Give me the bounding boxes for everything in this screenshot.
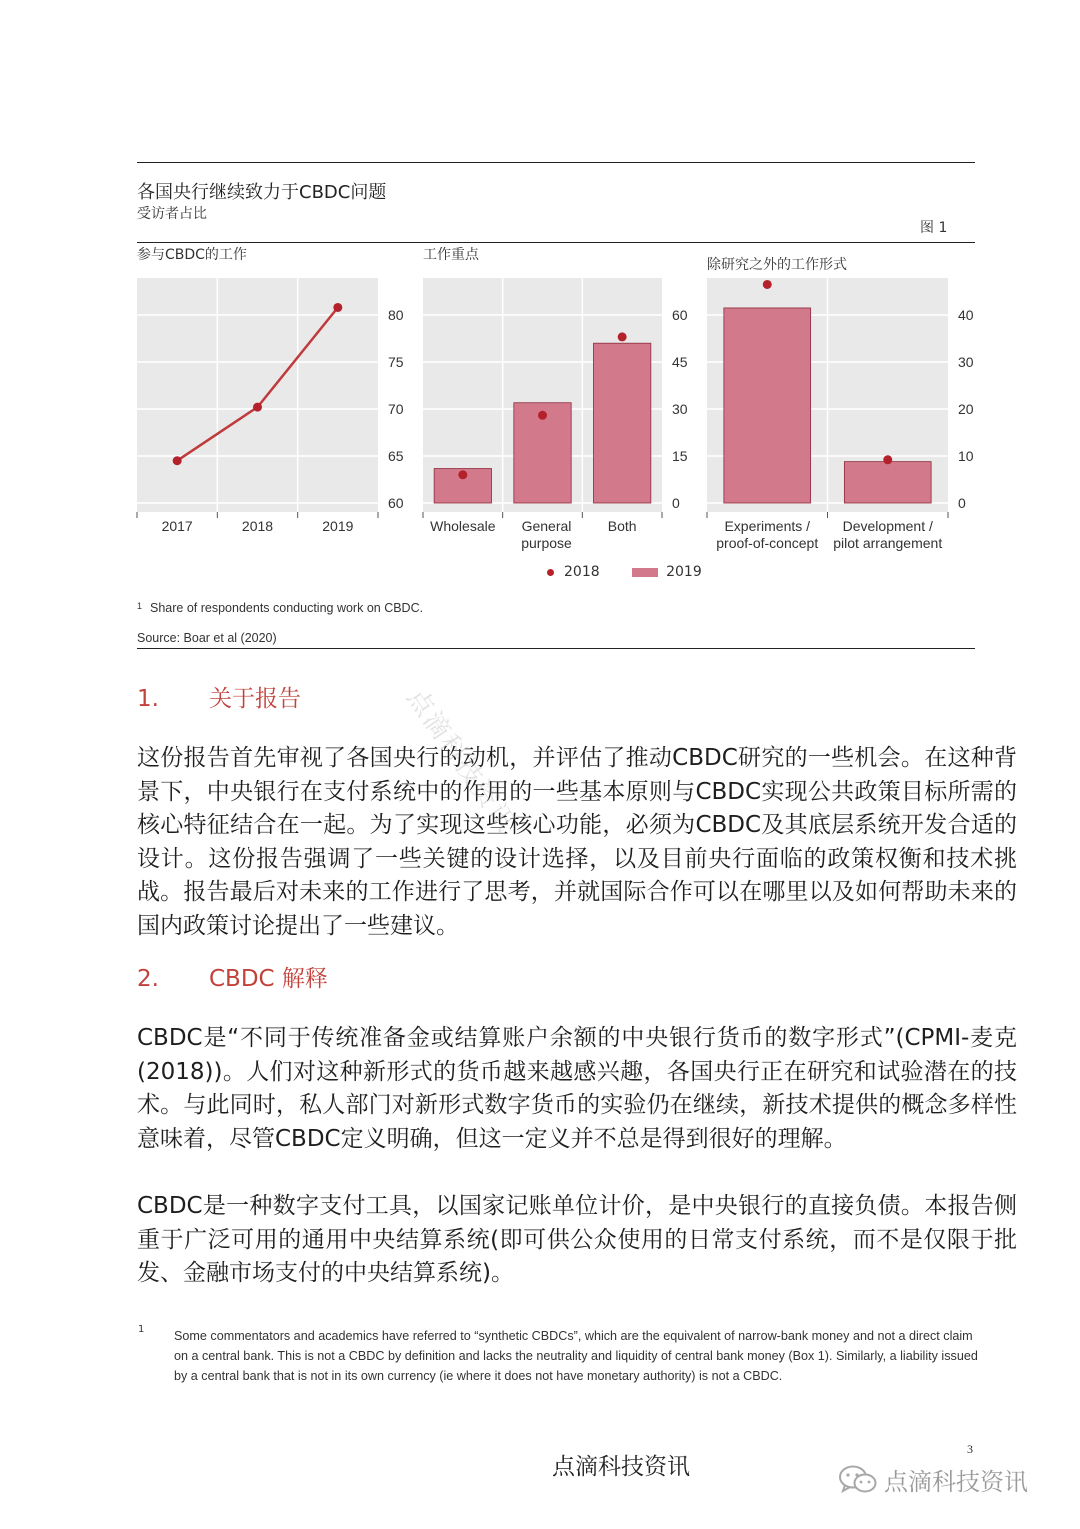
panel-3-ytick-label: 10 [958, 448, 974, 464]
panel-1-ytick-label: 60 [388, 495, 404, 511]
legend-dot-label: 2018 [564, 564, 600, 580]
figure-footnote-mark: 1 [137, 601, 143, 611]
legend-bar-label: 2019 [666, 564, 702, 580]
line-point-2017 [173, 456, 182, 465]
legend-dot-icon [547, 569, 554, 576]
panel-1-ytick-label: 70 [388, 401, 404, 417]
figure-footnote [137, 601, 423, 615]
legend [547, 564, 702, 580]
dot-2018-2-1 [458, 470, 467, 479]
bar-2019-2-3 [593, 343, 650, 503]
panel-title-2: 工作重点 [423, 247, 479, 263]
legend-bar-icon [632, 568, 658, 577]
dot-2018-2-3 [618, 332, 627, 341]
section-title-2: CBDC 解释 [209, 966, 328, 992]
figure-source: Source: Boar et al (2020) [137, 631, 277, 645]
figure-subtitle: 受访者占比 [137, 206, 207, 222]
panel-2-ytick-label: 0 [672, 495, 680, 511]
panel-1-ytick-label: 75 [388, 354, 404, 370]
line-point-2018 [253, 403, 262, 412]
panel-2-ytick-label: 30 [672, 401, 688, 417]
wechat-watermark [838, 1462, 1028, 1497]
panel-2-ytick-label: 45 [672, 354, 688, 370]
section-1-paragraph-1: 这份报告首先审视了各国央行的动机，并评估了推动CBDC研究的一些机会。在这种背景下，中央银行在支付系统中的作用的一些基本原则与CBDC实现公共政策目标所需的核心特征结合在一起。为了实现这些核心功能，必须为CBDC及其底层系统开发合适的设计。这份报告强调了一些关键的设计选择，以及目前央行面临的政策权衡和技术挑战。报告最后对未来的工作进行了思考，并就国际合作可以在哪里以及如何帮助未来的国内政策讨论提出了一些建议。 [137, 745, 1017, 939]
section-2-paragraph-1: CBDC是“不同于传统准备金或结算账户余额的中央银行货币的数字形式”(CPMI-麦克(2018))。人们对这种新形式的货币越来越感兴趣，各国央行正在研究和试验潜在的技术。与此同时，私人部门对新形式数字货币的实验仍在继续，新技术提供的概念多样性意味着，尽管CBDC定义明确，但这一定义并不总是得到很好的理解。 [137, 1025, 1017, 1152]
bottom-brand: 点滴科技资讯 [552, 1454, 690, 1480]
section-title-1: 关于报告 [209, 686, 301, 712]
wechat-icon [838, 1464, 878, 1496]
panel-1-ytick-label: 65 [388, 448, 404, 464]
wechat-watermark-label: 点滴科技资讯 [884, 1468, 1028, 1496]
line-point-2019 [333, 303, 342, 312]
bar-2019-3-2 [844, 462, 931, 503]
panel-3-ytick-label: 20 [958, 401, 974, 417]
panel-1-xtick-label: 2019 [322, 518, 354, 534]
panel-1-xtick-label: 2018 [241, 518, 274, 534]
page-number: 3 [967, 1442, 973, 1456]
figure-footnote-text: Share of respondents conducting work on CBDC. [150, 601, 424, 615]
figure-chart [0, 0, 1080, 600]
dot-2018-3-1 [763, 280, 772, 289]
figure-label: 图 1 [920, 220, 948, 236]
panel-2-ytick-label: 60 [672, 307, 688, 323]
panel-2-category-label: General [521, 518, 572, 534]
panel-title-1: 参与CBDC的工作 [137, 247, 247, 263]
panel-3-category-label: Development / [842, 518, 933, 534]
panel-1-ytick-label: 80 [388, 307, 404, 323]
panel-1-xtick-label: 2017 [161, 518, 193, 534]
figure-bottom-rule [137, 648, 975, 649]
panel-3-category-label: Experiments / [724, 518, 811, 534]
panel-2-category-label: purpose [521, 535, 572, 551]
dot-2018-2-2 [538, 411, 547, 420]
section-number-2: 2. [137, 966, 159, 992]
dot-2018-3-2 [883, 455, 892, 464]
page-footnote-text: Some commentators and academics have referred to “synthetic CBDCs”, which are the equivalent of narrow-bank money and not a direct claim on a central bank. This is not a CBDC by definition and lacks the neutrality and liquidity of central bank money (Box 1). Similarly, a liability issued by a central bank that is not in its own currency (ie where it does not have monetary authority) is not a CBDC. [174, 1329, 978, 1383]
panel-1-background [137, 278, 378, 512]
panel-3-ytick-label: 0 [958, 495, 966, 511]
panel-title-3: 除研究之外的工作形式 [707, 257, 847, 273]
panel-3-category-label: pilot arrangement [833, 535, 943, 551]
panel-2-ytick-label: 15 [672, 448, 688, 464]
section-number-1: 1. [137, 686, 159, 712]
bar-2019-3-1 [724, 308, 811, 503]
diagonal-watermark: 点滴科技资讯 [400, 683, 522, 839]
panel-2-category-label: Wholesale [430, 518, 496, 534]
section-heading-1 [137, 680, 301, 713]
panel-2-category-label: Both [607, 518, 637, 534]
panel-3-category-label: proof-of-concept [716, 535, 819, 551]
panel-3-ytick-label: 30 [958, 354, 974, 370]
section-2-paragraph-2: CBDC是一种数字支付工具，以国家记账单位计价，是中央银行的直接负债。本报告侧重于广泛可用的通用中央结算系统(即可供公众使用的日常支付系统，而不是仅限于批发、金融市场支付的中央结算系统)。 [137, 1193, 1017, 1286]
figure-title: 各国央行继续致力于CBDC问题 [137, 182, 387, 203]
page-footnote-mark: 1 [138, 1324, 145, 1335]
section-heading-2 [137, 960, 328, 993]
panel-3-ytick-label: 40 [958, 307, 974, 323]
